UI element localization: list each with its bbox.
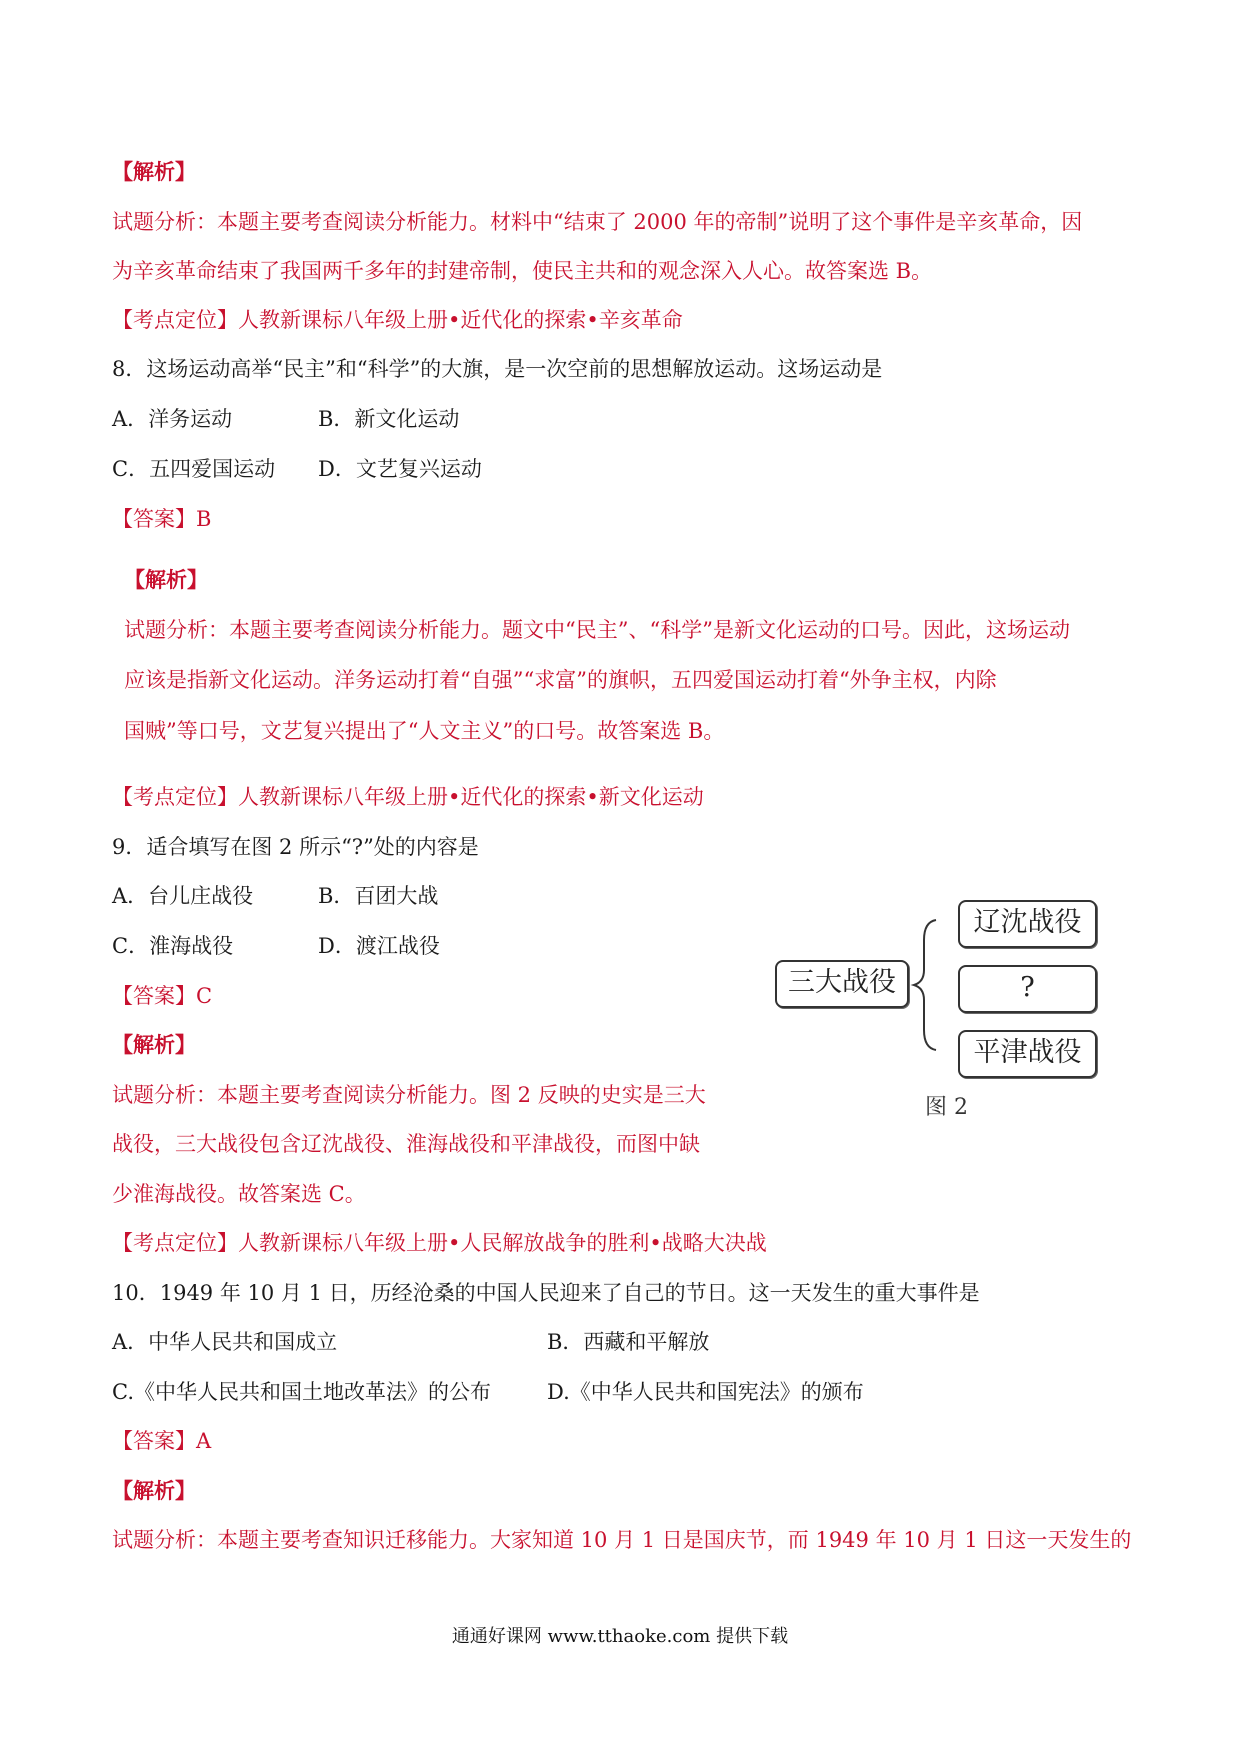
brace-icon [910,900,940,1070]
question-stem: 10．1949 年 10 月 1 日，历经沧桑的中国人民迎来了自己的节日。这一天发生的重大事件是 [112,1281,980,1305]
option-a: A．台儿庄战役 [112,884,254,908]
jiexi-heading: 【解析】 [124,567,208,592]
kaodian-line: 【考点定位】人教新课标八年级上册•人民解放战争的胜利•战略大决战 [112,1231,767,1255]
diagram-item-box: 辽沈战役 [958,900,1097,948]
analysis-text: 试题分析：本题主要考查知识迁移能力。大家知道 10 月 1 日是国庆节，而 1949 年 10 月 1 日这一天发生的 [112,1528,1132,1552]
question-stem: 9．适合填写在图 2 所示“?”处的内容是 [112,835,479,859]
answer-line: 【答案】A [112,1429,212,1453]
question-stem: 8．这场运动高举“民主”和“科学”的大旗，是一次空前的思想解放运动。这场运动是 [112,357,883,381]
kaodian-line: 【考点定位】人教新课标八年级上册•近代化的探索•新文化运动 [112,785,704,809]
kaodian-line: 【考点定位】人教新课标八年级上册•近代化的探索•辛亥革命 [112,308,683,332]
option-c: C.《中华人民共和国土地改革法》的公布 [112,1380,491,1404]
analysis-text: 国贼”等口号，文艺复兴提出了“人文主义”的口号。故答案选 B。 [124,719,725,743]
analysis-text: 为辛亥革命结束了我国两千多年的封建帝制，使民主共和的观念深入人心。故答案选 B。 [112,259,933,283]
diagram-main-box: 三大战役 [775,960,909,1008]
analysis-text: 试题分析：本题主要考查阅读分析能力。题文中“民主”、“科学”是新文化运动的口号。因此，这场运动 [124,618,1070,642]
option-a: A．中华人民共和国成立 [112,1330,338,1354]
jiexi-heading: 【解析】 [112,1478,196,1503]
option-d: D．文艺复兴运动 [318,457,482,481]
analysis-text: 应该是指新文化运动。洋务运动打着“自强”“求富”的旗帜，五四爱国运动打着“外争主权，内除 [124,668,997,692]
answer-line: 【答案】B [112,507,212,531]
answer-line: 【答案】C [112,984,213,1008]
option-c: C．五四爱国运动 [112,457,276,481]
option-d: D．渡江战役 [318,934,440,958]
analysis-text: 少淮海战役。故答案选 C。 [112,1182,366,1206]
option-b: B．西藏和平解放 [547,1330,710,1354]
option-d: D.《中华人民共和国宪法》的颁布 [547,1380,864,1404]
option-b: B．百团大战 [318,884,439,908]
jiexi-heading: 【解析】 [112,1032,196,1057]
jiexi-heading: 【解析】 [112,159,196,184]
figure-2-diagram [775,900,1115,1120]
page-footer: 通通好课网 www.tthaoke.com 提供下载 [451,1626,789,1647]
analysis-text: 战役，三大战役包含辽沈战役、淮海战役和平津战役，而图中缺 [112,1132,700,1156]
option-b: B．新文化运动 [318,407,460,431]
option-c: C．淮海战役 [112,934,234,958]
analysis-image-block [112,560,1132,750]
diagram-item-box: 平津战役 [958,1030,1097,1078]
figure-caption: 图 2 [925,1095,968,1120]
analysis-text: 试题分析：本题主要考查阅读分析能力。图 2 反映的史实是三大 [112,1083,706,1107]
diagram-item-box: ? [958,965,1097,1013]
option-a: A．洋务运动 [112,407,233,431]
analysis-text: 试题分析：本题主要考查阅读分析能力。材料中“结束了 2000 年的帝制”说明了这个事件是辛亥革命，因 [112,210,1083,234]
